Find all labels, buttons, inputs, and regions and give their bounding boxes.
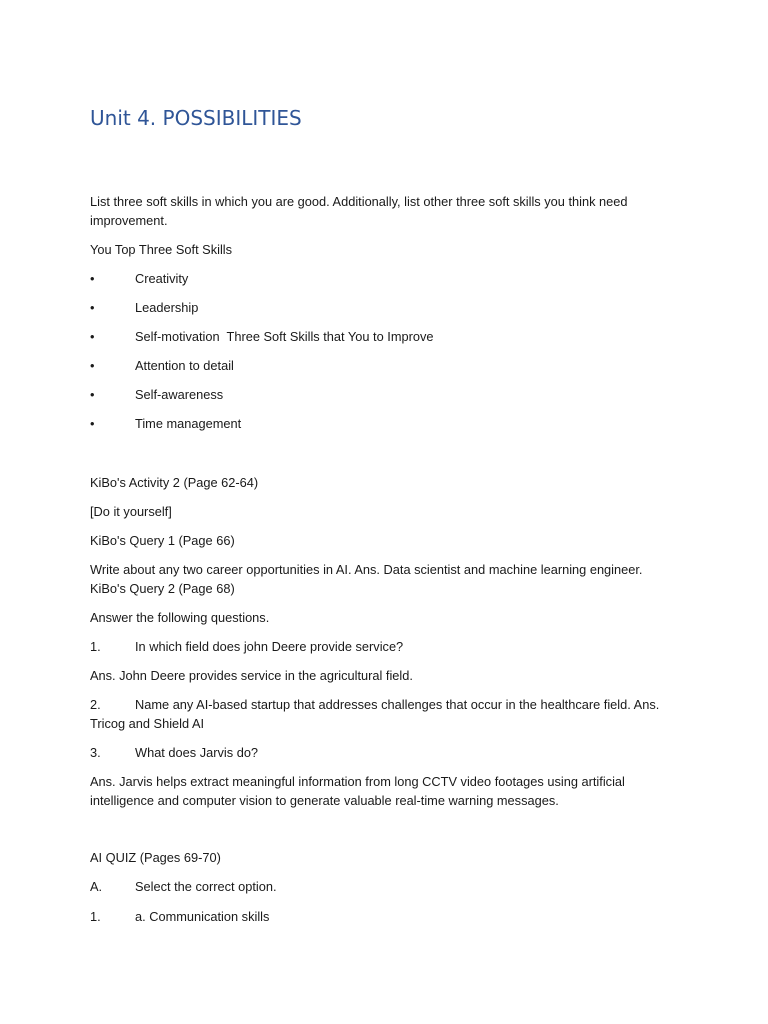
bullet-marker: • xyxy=(90,416,95,431)
question-number: 1. xyxy=(90,639,101,654)
query1-heading: KiBo's Query 1 (Page 66) xyxy=(90,533,235,548)
question-text: Name any AI-based startup that addresses challenges that occur in the healthcare field. Ans. xyxy=(135,697,660,712)
answer-text: Ans. Jarvis helps extract meaningful information from long CCTV video footages using artificial intelligence and computer vision to generate valuable real-time warning messages. xyxy=(90,774,625,808)
answer-following-heading: Answer the following questions. xyxy=(90,610,270,625)
question-number: 3. xyxy=(90,745,101,760)
question-item xyxy=(90,695,670,733)
activity-heading: KiBo's Activity 2 (Page 62-64) xyxy=(90,475,259,490)
page-title: Unit 4. POSSIBILITIES xyxy=(90,106,302,130)
bullet-marker: • xyxy=(90,329,95,344)
intro-paragraph: List three soft skills in which you are good. Additionally, list other three soft skills you think need improvement. xyxy=(90,194,628,228)
bullet-marker: • xyxy=(90,300,95,315)
query2-heading: KiBo's Query 2 (Page 68) xyxy=(90,581,235,596)
do-it-yourself-note: [Do it yourself] xyxy=(90,504,172,519)
list-item-text: Attention to detail xyxy=(135,358,234,373)
list-item-text: Self-awareness xyxy=(135,387,224,402)
bullet-marker: • xyxy=(90,271,95,286)
top-skills-heading: You Top Three Soft Skills xyxy=(90,242,233,257)
question-text: What does Jarvis do? xyxy=(135,745,259,760)
query1-answer: Write about any two career opportunities in AI. Ans. Data scientist and machine learning engineer. xyxy=(90,562,643,577)
bullet-marker: • xyxy=(90,358,95,373)
question-text-continued: Tricog and Shield AI xyxy=(90,716,205,731)
list-item-text: Creativity xyxy=(135,271,189,286)
option-number: 1. xyxy=(90,909,101,924)
answer-text: Ans. John Deere provides service in the agricultural field. xyxy=(90,668,413,683)
list-item-text: Time management xyxy=(135,416,242,431)
section-text: Select the correct option. xyxy=(135,879,277,894)
list-item-text: Leadership xyxy=(135,300,199,315)
list-item-text: Self-motivation Three Soft Skills that You to Improve xyxy=(135,329,434,344)
quiz-heading: AI QUIZ (Pages 69-70) xyxy=(90,850,221,865)
question-number: 2. xyxy=(90,697,101,712)
section-marker: A. xyxy=(90,879,103,894)
question-text: In which field does john Deere provide service? xyxy=(135,639,404,654)
option-text: a. Communication skills xyxy=(135,909,270,924)
bullet-marker: • xyxy=(90,387,95,402)
